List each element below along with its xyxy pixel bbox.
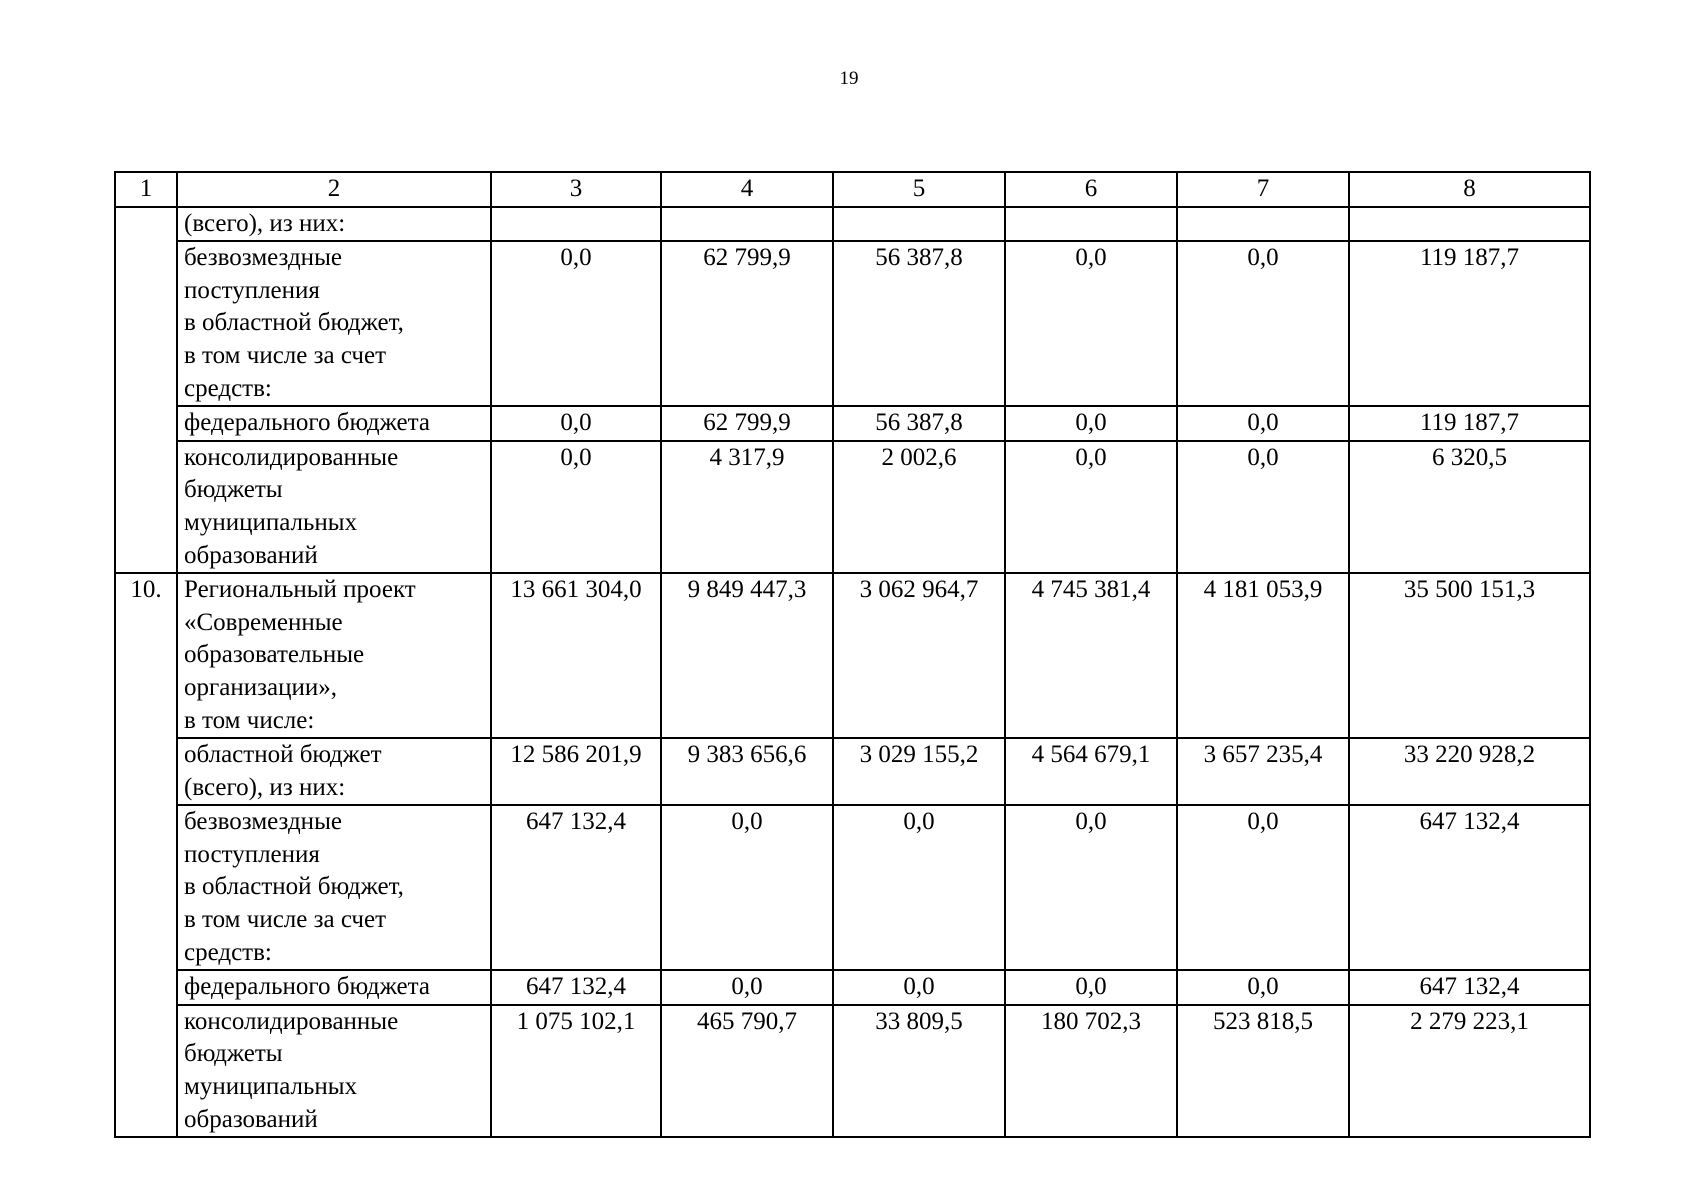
value-cell: 9 849 447,3 — [661, 573, 833, 738]
value-cell: 0,0 — [833, 970, 1005, 1005]
value-cell: 35 500 151,3 — [1349, 573, 1590, 738]
column-header: 6 — [1005, 172, 1177, 207]
column-number-row — [115, 172, 1590, 207]
value-cell: 4 317,9 — [661, 441, 833, 573]
value-cell: 0,0 — [833, 805, 1005, 970]
table-row — [115, 970, 1590, 1005]
value-cell: 9 383 656,6 — [661, 738, 833, 805]
row-label: федерального бюджета — [177, 970, 491, 1005]
value-cell — [833, 207, 1005, 242]
table-row — [115, 1005, 1590, 1137]
value-cell: 647 132,4 — [491, 970, 661, 1005]
value-cell: 0,0 — [1177, 805, 1349, 970]
table-row — [115, 805, 1590, 970]
value-cell: 0,0 — [491, 241, 661, 406]
column-header: 1 — [115, 172, 177, 207]
value-cell: 3 029 155,2 — [833, 738, 1005, 805]
value-cell: 0,0 — [661, 970, 833, 1005]
value-cell: 0,0 — [1005, 805, 1177, 970]
value-cell: 119 187,7 — [1349, 241, 1590, 406]
value-cell — [661, 207, 833, 242]
value-cell — [1177, 207, 1349, 242]
value-cell: 0,0 — [1177, 970, 1349, 1005]
value-cell: 0,0 — [661, 805, 833, 970]
row-number-cell — [115, 207, 177, 574]
table-row — [115, 441, 1590, 573]
value-cell: 465 790,7 — [661, 1005, 833, 1137]
value-cell — [491, 207, 661, 242]
value-cell: 0,0 — [491, 406, 661, 441]
row-label: безвозмездные поступления в областной бюджет, в том числе за счет средств: — [177, 241, 491, 406]
value-cell — [1005, 207, 1177, 242]
column-header: 4 — [661, 172, 833, 207]
table-row — [115, 573, 1590, 738]
value-cell: 180 702,3 — [1005, 1005, 1177, 1137]
value-cell: 0,0 — [1005, 441, 1177, 573]
value-cell — [1349, 207, 1590, 242]
value-cell: 4 181 053,9 — [1177, 573, 1349, 738]
row-label: консолидированные бюджеты муниципальных образований — [177, 1005, 491, 1137]
value-cell: 33 220 928,2 — [1349, 738, 1590, 805]
value-cell: 12 586 201,9 — [491, 738, 661, 805]
value-cell: 62 799,9 — [661, 406, 833, 441]
value-cell: 523 818,5 — [1177, 1005, 1349, 1137]
value-cell: 6 320,5 — [1349, 441, 1590, 573]
row-label: безвозмездные поступления в областной бюджет, в том числе за счет средств: — [177, 805, 491, 970]
row-label: областной бюджет (всего), из них: — [177, 738, 491, 805]
row-label: консолидированные бюджеты муниципальных образований — [177, 441, 491, 573]
table-row — [115, 738, 1590, 805]
value-cell: 3 062 964,7 — [833, 573, 1005, 738]
row-number-cell: 10. — [115, 573, 177, 1137]
value-cell: 3 657 235,4 — [1177, 738, 1349, 805]
value-cell: 1 075 102,1 — [491, 1005, 661, 1137]
value-cell: 56 387,8 — [833, 406, 1005, 441]
row-label: Региональный проект «Современные образовательные организации», в том числе: — [177, 573, 491, 738]
row-label: федерального бюджета — [177, 406, 491, 441]
value-cell: 56 387,8 — [833, 241, 1005, 406]
column-header: 2 — [177, 172, 491, 207]
budget-table — [114, 171, 1591, 1138]
value-cell: 4 564 679,1 — [1005, 738, 1177, 805]
value-cell: 0,0 — [1005, 241, 1177, 406]
column-header: 7 — [1177, 172, 1349, 207]
row-label: (всего), из них: — [177, 207, 491, 242]
table-row — [115, 406, 1590, 441]
table-row — [115, 207, 1590, 242]
page-number: 19 — [839, 68, 859, 89]
value-cell: 4 745 381,4 — [1005, 573, 1177, 738]
value-cell: 647 132,4 — [1349, 970, 1590, 1005]
value-cell: 2 002,6 — [833, 441, 1005, 573]
value-cell: 0,0 — [1177, 241, 1349, 406]
value-cell: 0,0 — [491, 441, 661, 573]
value-cell: 0,0 — [1005, 970, 1177, 1005]
value-cell: 62 799,9 — [661, 241, 833, 406]
value-cell: 33 809,5 — [833, 1005, 1005, 1137]
value-cell: 0,0 — [1177, 441, 1349, 573]
value-cell: 0,0 — [1005, 406, 1177, 441]
column-header: 8 — [1349, 172, 1590, 207]
value-cell: 2 279 223,1 — [1349, 1005, 1590, 1137]
value-cell: 647 132,4 — [1349, 805, 1590, 970]
column-header: 5 — [833, 172, 1005, 207]
table-row — [115, 241, 1590, 406]
value-cell: 13 661 304,0 — [491, 573, 661, 738]
value-cell: 647 132,4 — [491, 805, 661, 970]
column-header: 3 — [491, 172, 661, 207]
value-cell: 119 187,7 — [1349, 406, 1590, 441]
value-cell: 0,0 — [1177, 406, 1349, 441]
